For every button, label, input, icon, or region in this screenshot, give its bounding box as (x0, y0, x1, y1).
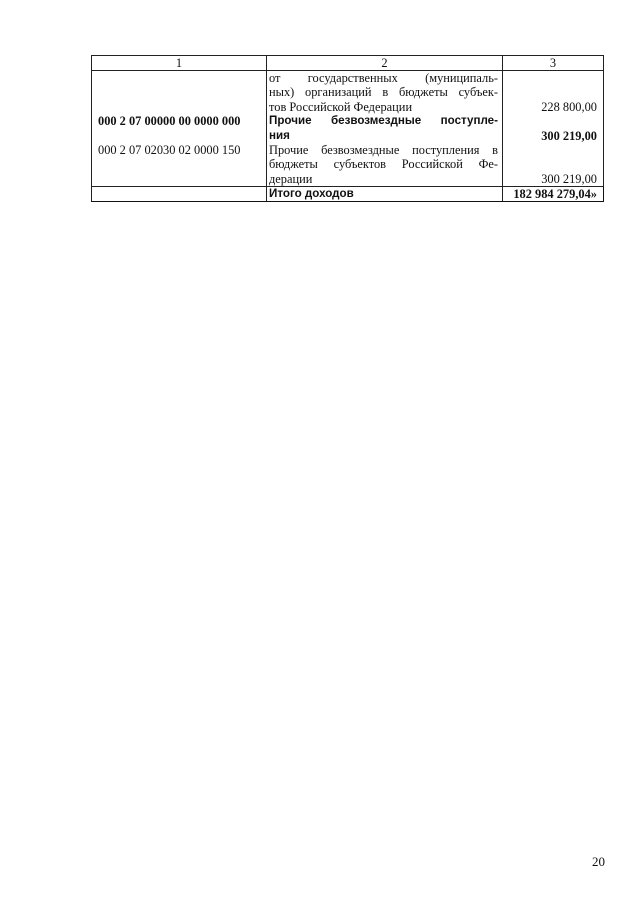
column-header-1: 1 (92, 56, 267, 71)
total-amount: 182 984 279,04» (503, 187, 604, 202)
code-blank (98, 157, 262, 171)
amount-blank (507, 85, 597, 99)
total-row (92, 187, 604, 202)
page-number: 20 (592, 854, 605, 869)
code-cell (92, 71, 267, 187)
amount-blank (507, 71, 597, 85)
row-name-line: бюджеты субъектов Российской Фе- (269, 157, 498, 172)
row-name-line: тов Российской Федерации (269, 99, 413, 114)
amount-blank (507, 114, 597, 128)
table-row (92, 71, 604, 187)
row-amount: 300 219,00 (541, 128, 597, 143)
total-label: Итого доходов (267, 187, 503, 202)
row-code: 000 2 07 00000 00 0000 000 (98, 114, 241, 129)
row-code: 000 2 07 02030 02 0000 150 (98, 142, 241, 157)
table-header-row (92, 56, 604, 71)
code-blank (98, 71, 262, 85)
revenue-table (91, 55, 604, 202)
code-blank (98, 100, 262, 114)
code-blank (98, 85, 262, 99)
column-header-3: 3 (503, 56, 604, 71)
row-name-line: ния (269, 128, 290, 142)
row-name-line: дерации (269, 171, 313, 186)
code-blank (98, 129, 262, 143)
total-code-cell (92, 187, 267, 202)
amount-blank (507, 143, 597, 157)
row-amount: 228 800,00 (541, 99, 597, 114)
row-amount: 300 219,00 (541, 171, 597, 186)
row-name-line: от государственных (муниципаль- (269, 71, 498, 85)
amount-blank (507, 157, 597, 171)
row-name-line: Прочие безвозмездные поступления в (269, 142, 498, 157)
code-blank (98, 172, 262, 186)
name-cell (267, 71, 503, 187)
amount-cell (503, 71, 604, 187)
row-name-line: Прочие безвозмездные поступле- (269, 114, 498, 128)
row-name-line: ных) организаций в бюджеты субъек- (269, 85, 498, 100)
column-header-2: 2 (267, 56, 503, 71)
